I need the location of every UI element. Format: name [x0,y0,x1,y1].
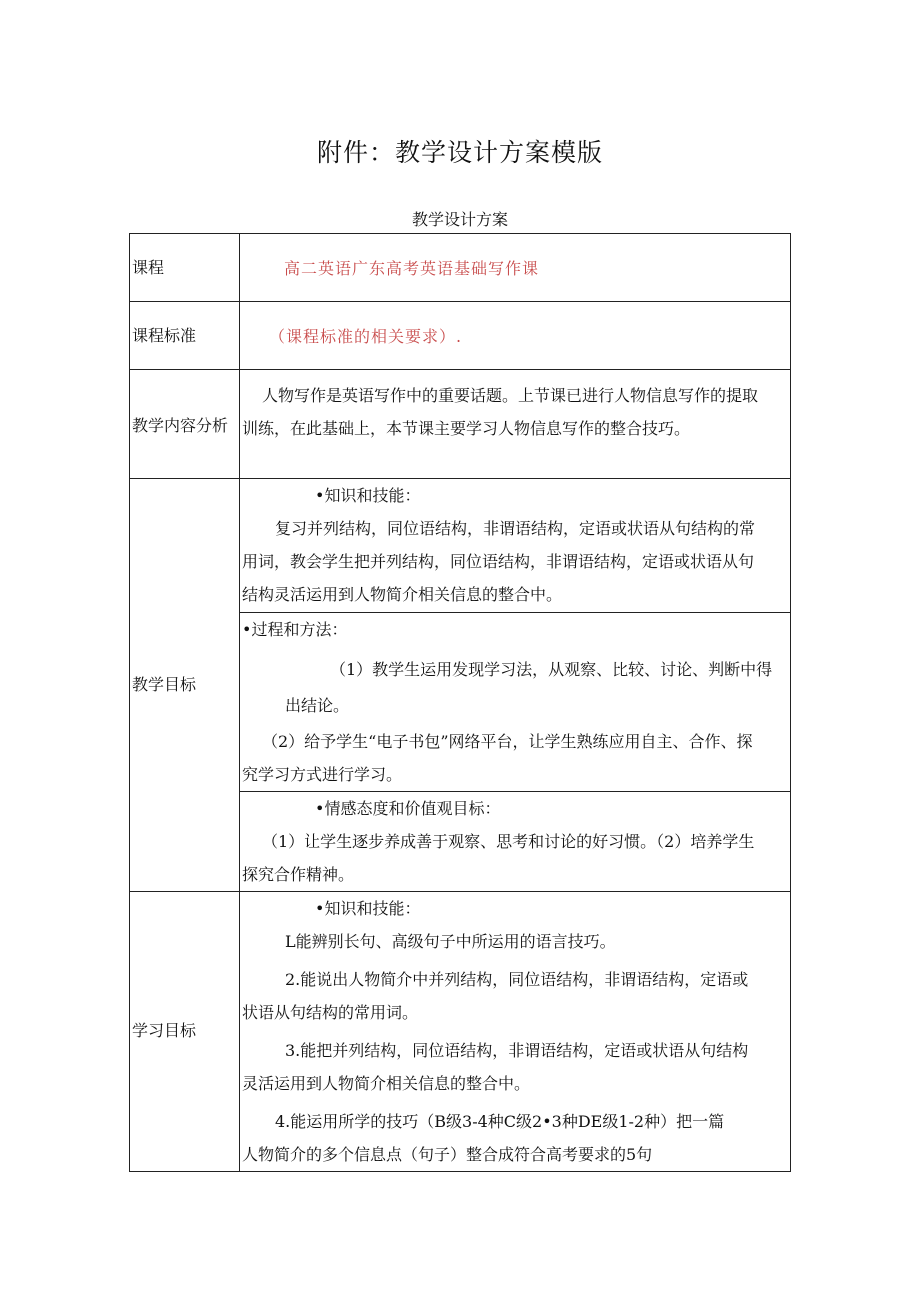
row-content-analysis [130,370,791,479]
content-line-1: 人物写作是英语写作中的重要话题。上节课已进行人物信息写作的提取 [262,386,759,405]
process-heading: •过程和方法： [242,619,348,639]
learning-line-7: 人物简介的多个信息点（句子）整合成符合高考要求的5句 [242,1144,653,1164]
learning-line-3: 状语从句结构的常用词。 [242,1002,419,1022]
knowledge-line-1: 复习并列结构，同位语结构，非谓语结构，定语或状语从句结构的常 [275,519,756,538]
attitude-line-1: （1）让学生逐步养成善于观察、思考和讨论的好习惯。（2）培养学生 [262,831,755,851]
knowledge-line-2: 用词，教会学生把并列结构，同位语结构，非谓语结构，定语或状语从句 [242,552,755,571]
process-line-1: （1）教学生运用发现学习法，从观察、比较、讨论、判断中得 [330,659,773,679]
section-knowledge [240,479,790,612]
section-process [240,612,790,791]
course-value: 高二英语广东高考英语基础写作课 [284,259,540,278]
process-line-3: （2）给予学生“电子书包”网络平台，让学生熟练应用自主、合作、探 [262,731,753,751]
table-caption: 教学设计方案 [411,210,508,229]
teaching-goals-sections [240,479,790,891]
attitude-line-2: 探究合作精神。 [242,864,355,884]
label-course: 课程 [130,234,240,302]
label-learning-goals: 学习目标 [130,891,240,1171]
row-learning-goals [130,891,791,1171]
learning-line-2: 2.能说出人物简介中并列结构，同位语结构，非谓语结构，定语或 [285,969,749,989]
learning-line-6: 4.能运用所学的技巧（B级3-4种C级2•3种DE级1-2种）把一篇 [275,1111,725,1131]
knowledge-line-3: 结构灵活运用到人物简介相关信息的整合中。 [242,585,563,604]
learning-line-5: 灵活运用到人物简介相关信息的整合中。 [242,1073,531,1093]
label-teaching-goals: 教学目标 [130,479,240,892]
process-line-4: 究学习方式进行学习。 [242,764,403,784]
attitude-heading: •情感态度和价值观目标： [315,798,501,818]
section-attitude [240,791,790,891]
process-line-2: 出结论。 [285,695,350,715]
standard-value: （课程标准的相关要求）. [269,327,463,346]
content-line-2: 训练，在此基础上，本节课主要学习人物信息写作的整合技巧。 [242,419,691,438]
page-title: 附件：教学设计方案模版 [316,138,603,167]
row-course [130,234,791,302]
label-content-analysis: 教学内容分析 [130,370,240,479]
learning-line-1: L能辨别长句、高级句子中所运用的语言技巧。 [285,931,616,951]
row-teaching-goals [130,479,791,892]
label-standard: 课程标准 [130,302,240,370]
teaching-plan-table [129,233,791,1172]
knowledge-heading: •知识和技能： [315,486,421,505]
learning-heading: •知识和技能： [315,898,421,918]
row-standard [130,302,791,370]
learning-line-4: 3.能把并列结构，同位语结构，非谓语结构，定语或状语从句结构 [285,1040,749,1060]
